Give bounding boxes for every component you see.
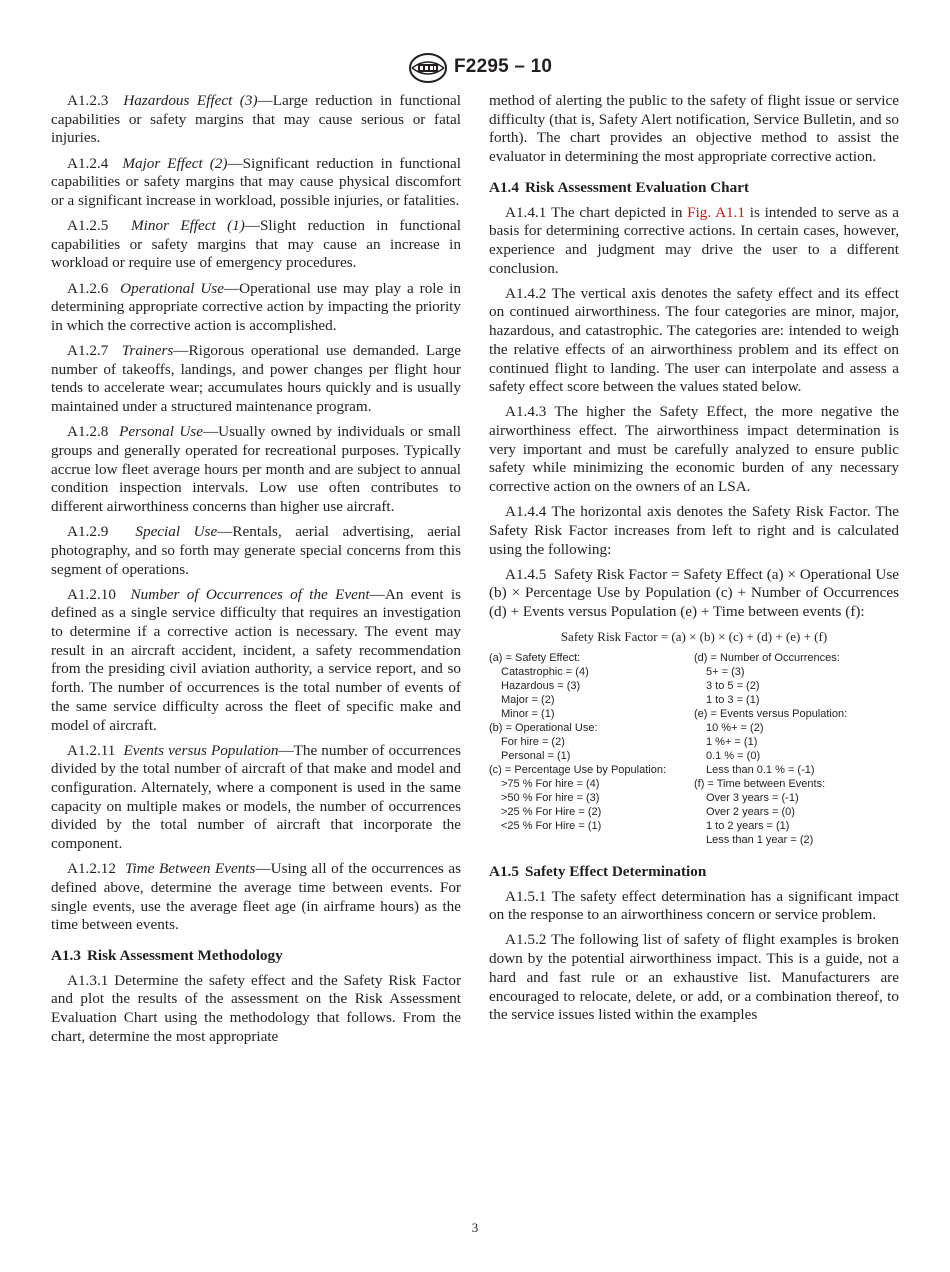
section-a1-4-1 <box>489 204 899 279</box>
legend-value: Over 2 years = (0) <box>706 805 795 818</box>
paragraph-text: The chart depicted in <box>551 203 688 221</box>
formula-legend <box>489 651 899 847</box>
legend-variable: (e) = Events versus Population: <box>694 707 848 720</box>
legend-value: 5+ = (3) <box>706 665 745 678</box>
legend-value: Catastrophic = (4) <box>501 665 589 678</box>
legend-value: 3 to 5 = (2) <box>706 679 760 692</box>
legend-value: >75 % For hire = (4) <box>501 777 600 790</box>
legend-value: 10 %+ = (2) <box>706 721 764 734</box>
risk-factor-formula: Safety Risk Factor = (a) × (b) × (c) + (d) + (e) + (f) <box>560 629 828 645</box>
heading-a1-4 <box>489 179 899 198</box>
section-a1-2-4 <box>51 155 461 211</box>
legend-value: Less than 1 year = (2) <box>706 833 814 846</box>
legend-value: 1 %+ = (1) <box>706 735 758 748</box>
term: Personal Use <box>119 423 203 441</box>
paragraph-text: The horizontal axis denotes the Safety Risk Factor. The Safety Risk Factor increases from left to right and is calculated using the following: <box>489 503 899 558</box>
term: Hazardous Effect (3) <box>123 92 258 109</box>
astm-logo-icon <box>408 52 448 84</box>
section-a1-2-3 <box>51 92 461 148</box>
page-number: 3 <box>471 1220 479 1235</box>
definition-text: —Rentals, aerial advertising, aerial photography, and so forth may generate special concerns from this segment of operations. <box>51 523 462 578</box>
section-number: A1.2.3 <box>67 92 109 109</box>
term: Trainers <box>121 342 174 359</box>
legend-value: 0.1 % = (0) <box>706 749 761 762</box>
legend-value: Hazardous = (3) <box>501 679 581 692</box>
legend-value: 1 to 3 = (1) <box>706 693 760 706</box>
legend-value: 1 to 2 years = (1) <box>706 819 790 832</box>
section-number: A1.2.7 <box>67 342 109 359</box>
section-number: A1.2.12 <box>67 860 116 878</box>
section-a1-2-7 <box>51 342 461 417</box>
section-number: A1.5.2 <box>505 931 547 949</box>
legend-value: Less than 0.1 % = (-1) <box>706 763 815 776</box>
section-number: A1.2.4 <box>67 154 109 172</box>
legend-value: >25 % For Hire = (2) <box>501 805 602 818</box>
term: Minor Effect (1) <box>131 217 245 234</box>
section-a1-4-4 <box>489 503 899 559</box>
section-number: A1.4.3 <box>505 403 547 421</box>
legend-column-right <box>694 651 899 847</box>
legend-value: Minor = (1) <box>501 707 555 720</box>
legend-value: Personal = (1) <box>501 749 571 762</box>
term: Special Use <box>135 523 218 541</box>
heading-a1-5 <box>489 863 899 882</box>
definition-text: —An event is defined as a single service difficulty that requires an investigation to determine if a corrective action is necessary. The event may result in an aircraft accident, incident, a safety recommendation from the presiding civil aviation authority, a service report, and so forth. The number of occurrences is the total number of events of the same service difficulty across the fleet of specific make and model of aircraft. <box>51 585 462 734</box>
section-number: A1.4.2 <box>505 284 547 302</box>
section-number: A1.2.5 <box>67 217 109 234</box>
paragraph-text: The higher the Safety Effect, the more negative the airworthiness effect. The airworthiness impact determination is very important and must be carefully analyzed to ensure public safety while minimizing the economic burden of any necessary corrective action on the owners of an LSA. <box>489 403 900 496</box>
section-a1-5-2 <box>489 931 899 1025</box>
section-a1-5-1 <box>489 888 899 925</box>
legend-variable: (b) = Operational Use: <box>489 721 598 734</box>
definition-text: —Slight reduction in functional capabilities or safety margins that may cause an increase in workload or require use of emergency procedures. <box>51 217 461 272</box>
section-number: A1.2.8 <box>67 423 109 441</box>
paragraph-text: The safety effect determination has a significant impact on the response to an airworthiness concern or service problem. <box>489 887 899 924</box>
term: Major Effect (2) <box>122 154 228 172</box>
term: Time Between Events <box>124 860 256 878</box>
legend-variable: (c) = Percentage Use by Population: <box>489 763 667 776</box>
paragraph-text: method of alerting the public to the safety of flight issue or service difficulty (that is, Safety Alert notification, Service Bulletin, and so forth). The chart provides an objective method to assist the evaluator in determining the most appropriate corrective action. <box>489 92 899 166</box>
legend-column-left <box>489 651 694 847</box>
heading-title: Safety Effect Determination <box>524 862 707 880</box>
heading-title: Risk Assessment Evaluation Chart <box>524 178 749 196</box>
section-number: A1.2.11 <box>67 741 116 759</box>
legend-value: Major = (2) <box>501 693 555 706</box>
legend-variable: (a) = Safety Effect: <box>489 651 581 664</box>
section-a1-4-3 <box>489 403 899 497</box>
heading-number: A1.5 <box>489 862 519 880</box>
section-a1-2-12 <box>51 860 461 935</box>
heading-a1-3 <box>51 947 461 966</box>
legend-value: Over 3 years = (-1) <box>706 791 799 804</box>
section-number: A1.4.4 <box>505 503 547 521</box>
paragraph-text: The following list of safety of flight examples is broken down by the potential airworthiness impact. This is a guide, not a hard and fast rule or an exhaustive list. Manufacturers are encouraged to relocate, delete, or add, or a combination thereof, to the service issues listed within the examples <box>489 931 899 1024</box>
legend-value: <25 % For Hire = (1) <box>501 819 602 832</box>
paragraph-text: is intended to serve as a basis for determining corrective actions. In certain cases, however, experience and judgment may drive the user to a different conclusion. <box>489 203 899 277</box>
section-number: A1.2.9 <box>67 523 109 541</box>
section-number: A1.2.6 <box>67 279 109 297</box>
legend-value: >50 % For hire = (3) <box>501 791 600 804</box>
legend-variable: (f) = Time between Events: <box>694 777 826 790</box>
heading-number: A1.3 <box>51 947 81 965</box>
paragraph-text: Safety Risk Factor = Safety Effect (a) × Operational Use (b) × Percentage Use by Population (c) + Number of Occurrences (d) + Events versus Population (e) + Time between events (f): <box>489 565 899 621</box>
definition-text: —Using all of the occurrences as defined above, determine the average time between events. For single events, use the average fleet age (in airframe hours) as the time between events. <box>51 860 461 934</box>
term: Events versus Population <box>123 741 279 759</box>
figure-link[interactable]: Fig. A1.1 <box>687 203 746 221</box>
section-number: A1.4.1 <box>505 203 547 221</box>
section-number: A1.4.5 <box>505 565 547 583</box>
section-a1-4-5 <box>489 566 899 622</box>
term: Operational Use <box>120 279 224 297</box>
document-id: F2295 – 10 <box>454 56 553 77</box>
heading-title: Risk Assessment Methodology <box>86 947 283 965</box>
section-a1-3-1 <box>51 972 461 1047</box>
section-a1-4-2 <box>489 285 899 397</box>
left-column <box>51 92 461 1053</box>
legend-variable: (d) = Number of Occurrences: <box>694 651 840 664</box>
definition-text: —Large reduction in functional capabilities or safety margins that may cause serious or fatal injuries. <box>51 92 461 147</box>
paragraph-text: The vertical axis denotes the safety effect and its effect on continued airworthiness. The four categories are minor, major, hazardous, and catastrophic. The categories are: intended to weigh the relative effects of an airworthiness problem and its effect on continued flight to landing. The user can interpolate and assess a safety effect score between the values stated below. <box>489 284 900 396</box>
section-a1-2-10 <box>51 586 461 736</box>
heading-number: A1.4 <box>489 178 519 196</box>
section-a1-3-1-continued <box>489 92 899 167</box>
definition-text: —Rigorous operational use demanded. Large number of takeoffs, landings, and power changes per flight hour tends to accelerate wear; accumulates hours quickly and is usually maintained under a structured maintenance program. <box>51 342 461 416</box>
section-number: A1.3.1 <box>67 971 109 989</box>
section-number: A1.2.10 <box>67 585 116 603</box>
right-column <box>489 92 899 1031</box>
section-a1-2-8 <box>51 423 461 517</box>
definition-text: —The number of occurrences divided by the total number of aircraft of that make and model and configuration. Alternately, where a component is used in the same capacity on multiple makes or models, the number of occurrences divided by the total number of aircraft that incorporate the component. <box>51 741 461 853</box>
section-a1-2-11 <box>51 742 461 854</box>
page-header <box>0 52 950 88</box>
definition-text: —Usually owned by individuals or small groups and generally operated for recreational purposes. Typically accrue low fleet average hours per month and are subject to annual condition inspection intervals. Low use often contributes to different airworthiness concerns than higher use aircraft. <box>51 423 462 516</box>
section-a1-2-6 <box>51 280 461 336</box>
section-a1-2-5 <box>51 217 461 273</box>
legend-value: For hire = (2) <box>501 735 565 748</box>
definition-text: —Operational use may play a role in determining appropriate corrective action by impacting the priority in which the corrective action is accomplished. <box>51 279 461 334</box>
section-number: A1.5.1 <box>505 887 547 905</box>
section-a1-2-9 <box>51 523 461 579</box>
paragraph-text: Determine the safety effect and the Safety Risk Factor and plot the results of the assessment on the Risk Assessment Evaluation Chart using the methodology that follows. From the chart, determine the most appropriate <box>51 971 461 1045</box>
definition-text: —Significant reduction in functional capabilities or safety margins that may cause physical discomfort or a significant increase in workload, possible injuries, or fatalities. <box>51 154 461 209</box>
term: Number of Occurrences of the Event <box>130 585 370 603</box>
